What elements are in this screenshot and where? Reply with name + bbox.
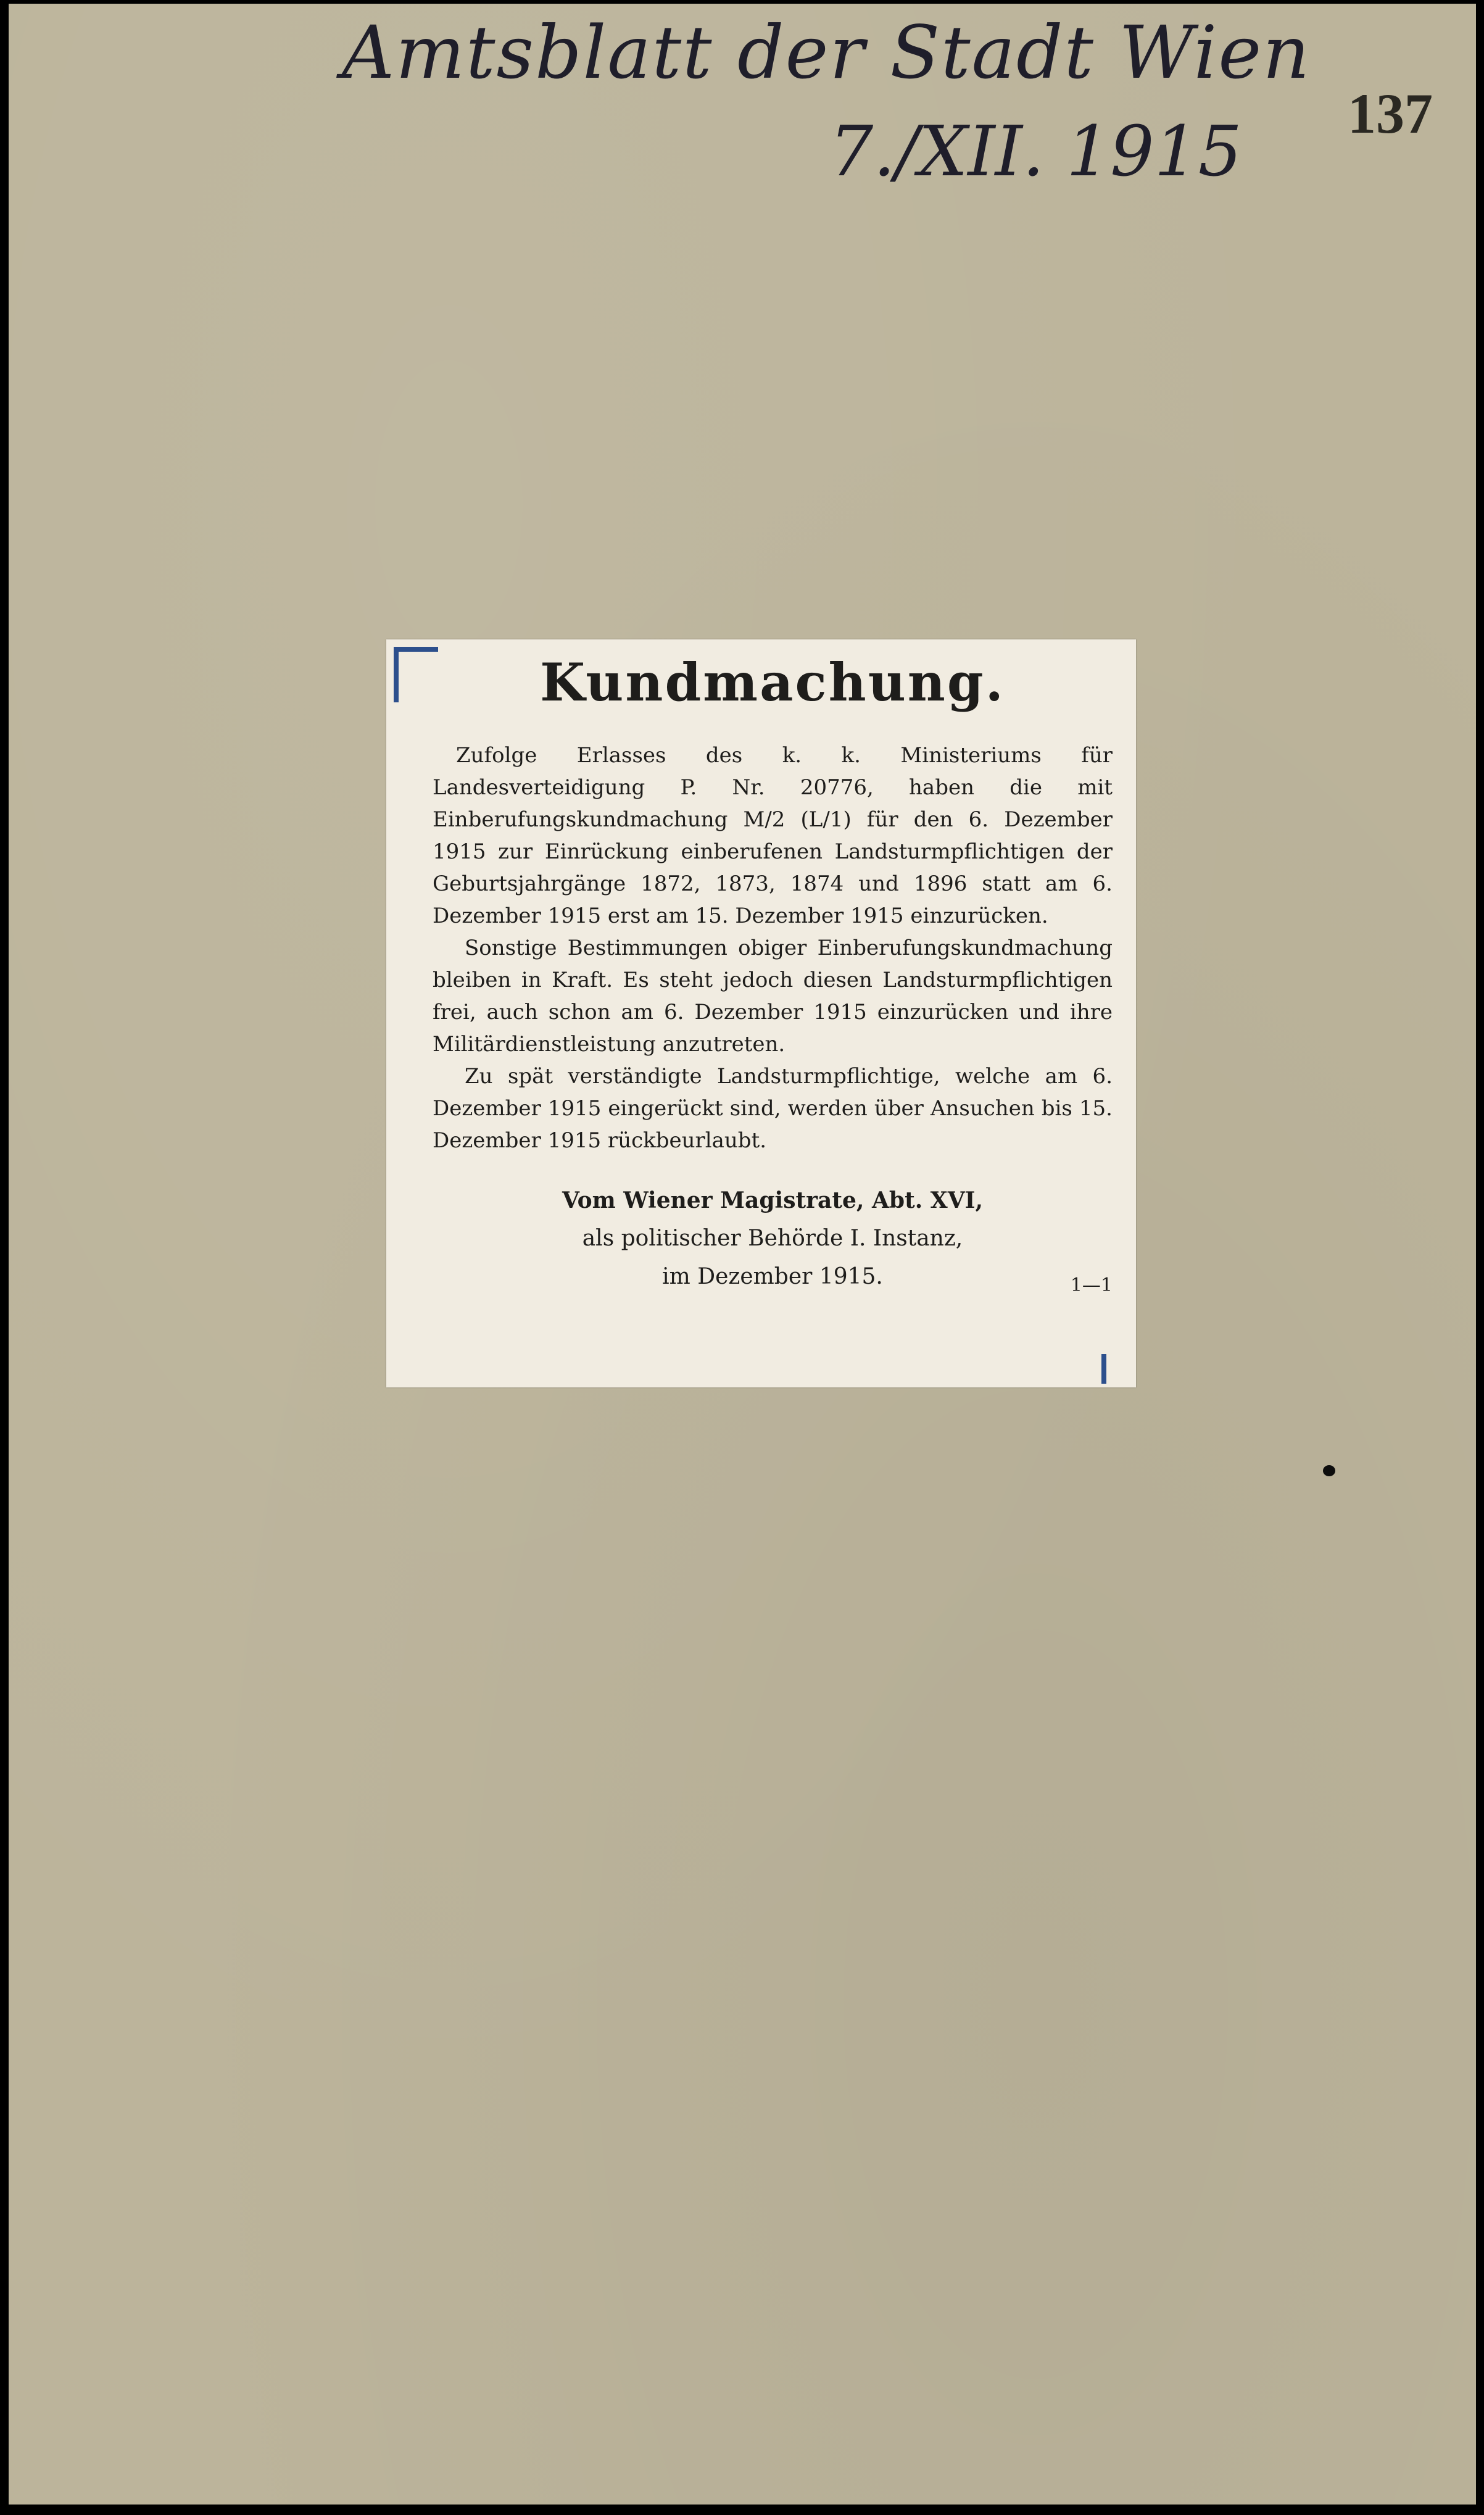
signature-role: als politischer Behörde I. Instanz, — [582, 1226, 963, 1252]
newspaper-clipping — [386, 639, 1136, 1387]
handwritten-source-note: Amtsblatt der Stadt Wien — [342, 10, 1311, 95]
signature-authority: Vom Wiener Magistrate, Abt. XVI, — [562, 1187, 984, 1214]
blue-pencil-mark-bottom — [1101, 1354, 1106, 1384]
insertion-reference: 1—1 — [1070, 1274, 1113, 1297]
archive-page — [9, 4, 1476, 2505]
signature-date: im Dezember 1915. — [662, 1264, 883, 1290]
signature-date-row — [433, 1258, 1113, 1296]
paragraph-3: Zu spät verständigte Landsturmpflichtige, welche am 6. Dezember 1915 eingerückt sind, werden über Ansuchen bis 15. Dezember 1915 rückbeurlaubt. — [433, 1064, 1113, 1154]
ink-speck — [1323, 1465, 1335, 1476]
clipping-title: Kundmachung. — [540, 652, 1005, 713]
handwritten-date-note: 7./XII. 1915 — [829, 112, 1243, 192]
paragraph-2: Sonstige Bestimmungen obiger Einberufungskundmachung bleiben in Kraft. Es steht jedoch diesen Landsturmpflichtigen frei, auch schon am 6. Dezember 1915 einzurücken und ihre Militärdienstleistung anzutreten. — [433, 936, 1113, 1057]
signature-block — [433, 1181, 1113, 1296]
paragraph-1: Zufolge Erlasses des k. k. Ministeriums für Landesverteidigung P. Nr. 20776, haben die mit Einberufungskundmachung M/2 (L/1) für den 6. Dezember 1915 zur Einrückung einberufenen Landsturmpflichtigen der Geburtsjahrgänge 1872, 1873, 1874 und 1896 statt am 6. Dezember 1915 erst am 15. Dezember 1915 einzurücken. — [433, 743, 1113, 929]
page-number: 137 — [1348, 82, 1433, 145]
blue-pencil-mark — [394, 647, 399, 702]
